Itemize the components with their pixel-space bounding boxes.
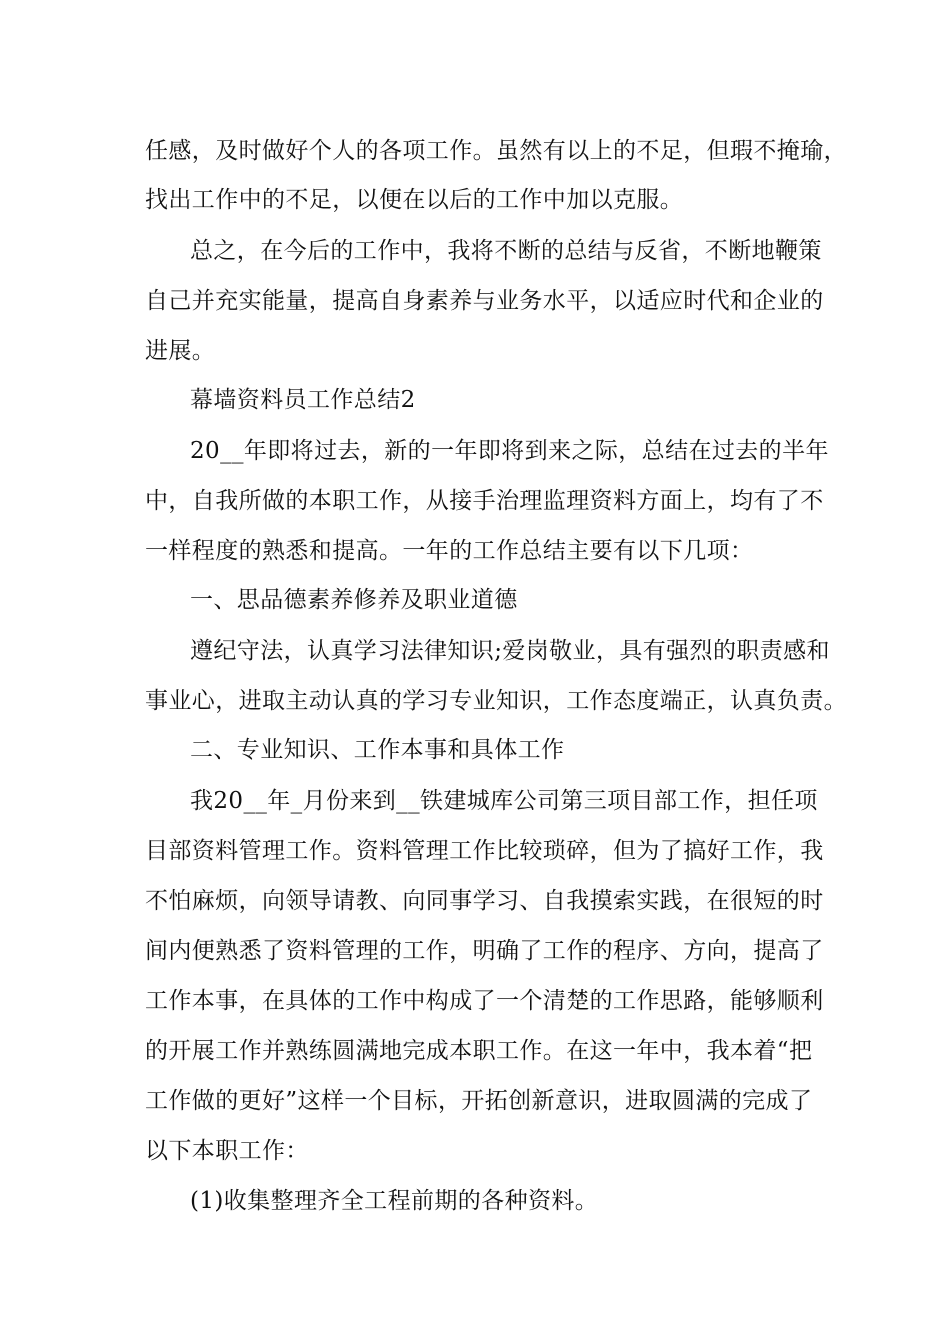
text-line-9: 一样程度的熟悉和提高。一年的工作总结主要有以下几项： <box>145 538 754 564</box>
list-item-1: (1)收集整理齐全工程前期的各种资料。 <box>190 1188 599 1214</box>
text-line-21: 以下本职工作： <box>145 1138 309 1164</box>
text-line-5: 进展。 <box>145 338 216 364</box>
text-line-15: 目部资料管理工作。资料管理工作比较琐碎，但为了搞好工作，我 <box>145 838 824 864</box>
text-line-17: 间内便熟悉了资料管理的工作，明确了工作的程序、方向，提高了 <box>145 938 824 964</box>
section-heading-2: 幕墙资料员工作总结2 <box>190 387 416 413</box>
subheading-2: 二、专业知识、工作本事和具体工作 <box>190 737 565 763</box>
text-line-2: 找出工作中的不足，以便在以后的工作中加以克服。 <box>145 187 684 213</box>
text-line-20: 工作做的更好”这样一个目标，开拓创新意识，进取圆满的完成了 <box>145 1088 813 1114</box>
text-line-7: 20__年即将过去，新的一年即将到来之际，总结在过去的半年 <box>190 438 829 464</box>
subheading-1: 一、思品德素养修养及职业道德 <box>190 587 518 613</box>
text-line-19: 的开展工作并熟练圆满地完成本职工作。在这一年中，我本着“把 <box>145 1038 813 1064</box>
text-line-8: 中，自我所做的本职工作，从接手治理监理资料方面上，均有了不 <box>145 488 824 514</box>
text-line-12: 事业心，进取主动认真的学习专业知识，工作态度端正，认真负责。 <box>145 688 847 714</box>
text-line-1: 任感，及时做好个人的各项工作。虽然有以上的不足，但瑕不掩瑜， <box>145 138 847 164</box>
text-line-14: 我20__年_月份来到__铁建城库公司第三项目部工作，担任项 <box>190 788 818 814</box>
text-line-4: 自己并充实能量，提高自身素养与业务水平，以适应时代和企业的 <box>145 288 824 314</box>
text-line-16: 不怕麻烦，向领导请教、向同事学习、自我摸索实践，在很短的时 <box>145 888 824 914</box>
text-line-18: 工作本事，在具体的工作中构成了一个清楚的工作思路，能够顺利 <box>145 988 824 1014</box>
text-line-11: 遵纪守法，认真学习法律知识;爱岗敬业，具有强烈的职责感和 <box>190 638 830 664</box>
text-line-3: 总之，在今后的工作中，我将不断的总结与反省，不断地鞭策 <box>190 238 822 264</box>
